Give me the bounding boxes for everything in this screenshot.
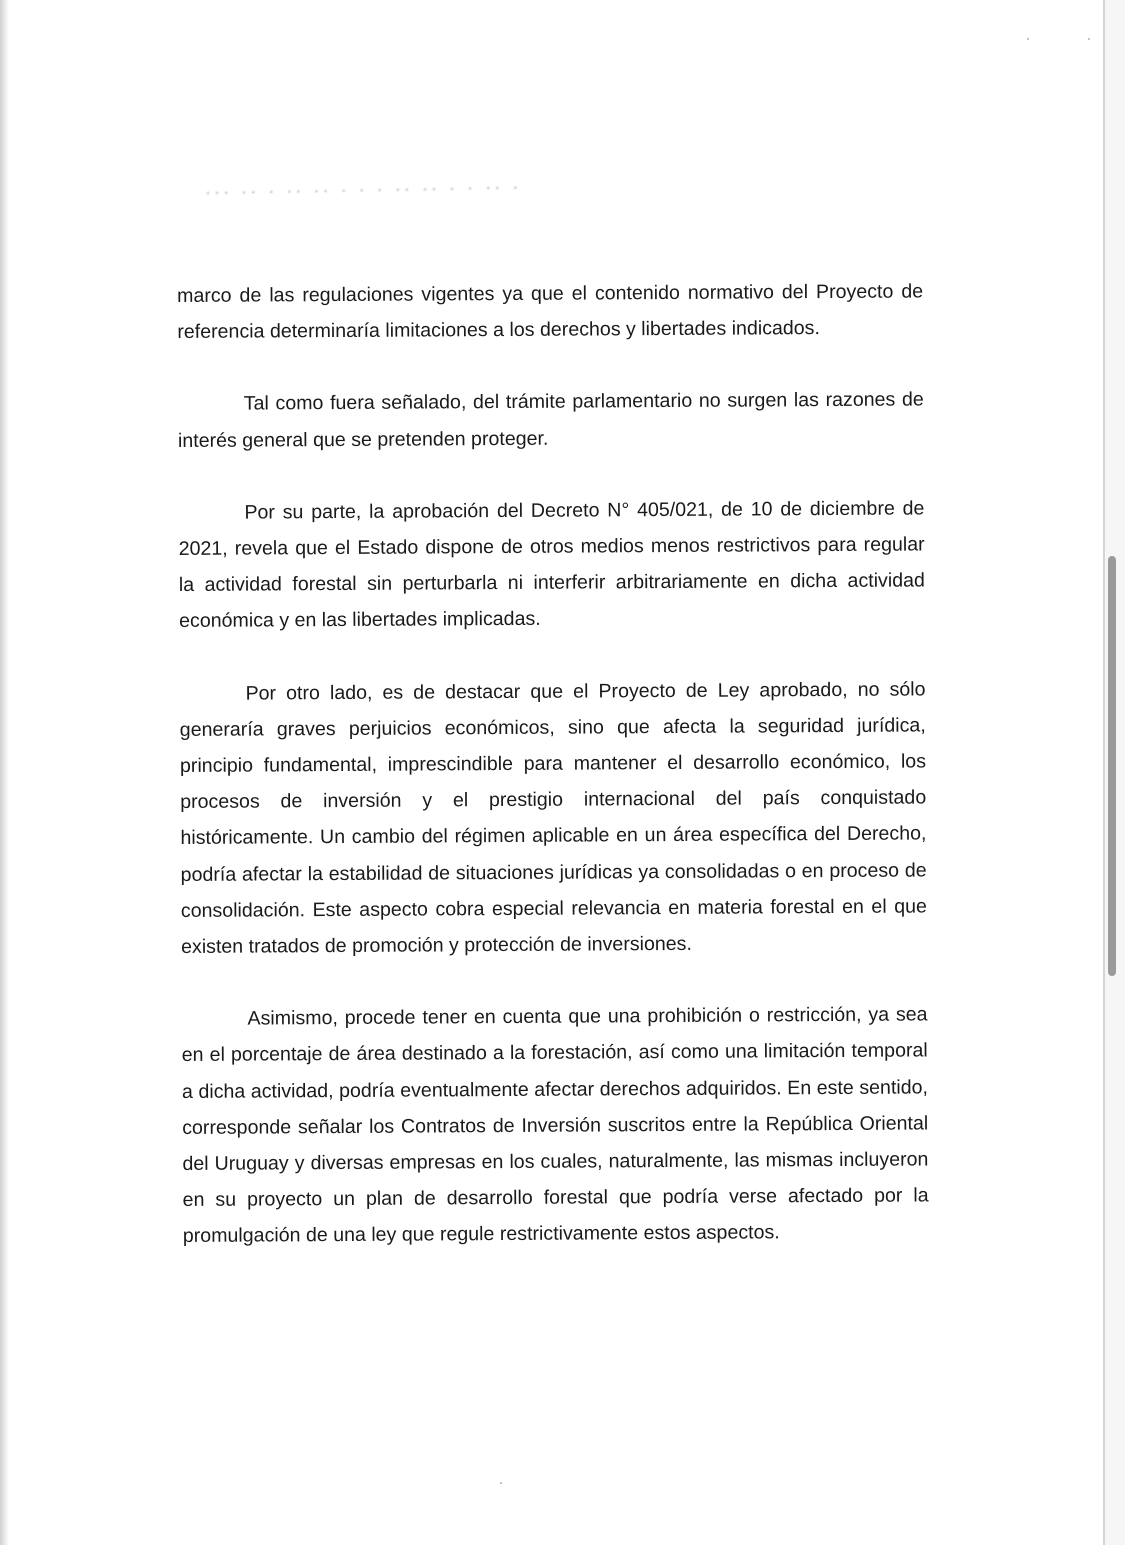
scan-speck [500,1482,502,1484]
paragraph-4: Por otro lado, es de destacar que el Proyecto de Ley aprobado, no sólo generaría graves perjuicios económicos, sino que afecta la seguridad jurídica, principio fundamental, imprescindible para mantener el desarrollo económico, los procesos de inversión y el prestigio internacional del país conquistado históricamente. Un cambio del régimen aplicable en un área específica del Derecho, podría afectar la estabilidad de situaciones jurídicas ya consolidadas o en proceso de consolidación. Este aspecto cobra especial relevancia en materia forestal en el que existen tratados de promoción y protección de inversiones. [179,678,927,959]
faded-stamp-text: ··· ·· · ·· ·· · · · ·· ·· · · ·· · [204,177,522,205]
paragraph-3: Por su parte, la aprobación del Decreto N° 405/021, de 10 de diciembre de 2021, revela que el Estado dispone de otros medios menos restrictivos para regular la actividad forestal sin perturbarla ni interferir arbitrariamente en dicha actividad económica y en las libertades implicadas. [178,497,925,633]
scan-speck [1088,38,1090,40]
document-body [177,273,929,1254]
paragraph-5: Asimismo, procede tener en cuenta que una prohibición o restricción, ya sea en el porcentaje de área destinado a la forestación, así como una limitación temporal a dicha actividad, podría eventualmente afectar derechos adquiridos. En este sentido, corresponde señalar los Contratos de Inversión suscritos entre la República Oriental del Uruguay y diversas empresas en los cuales, naturalmente, las mismas incluyeron en su proyecto un plan de desarrollo forestal que podría verse afectado por la promulgación de una ley que regule restrictivamente estos aspectos. [181,1003,929,1248]
scrollbar-thumb[interactable] [1108,556,1116,976]
paragraph-2: Tal como fuera señalado, del trámite parlamentario no surgen las razones de interés general que se pretenden proteger. [177,388,924,452]
paragraph-1: marco de las regulaciones vigentes ya que el contenido normativo del Proyecto de referencia determinaría limitaciones a los derechos y libertades indicados. [177,280,924,344]
faded-stamp-header [205,162,876,214]
scan-speck [1027,38,1029,40]
page-left-edge [0,0,9,1545]
